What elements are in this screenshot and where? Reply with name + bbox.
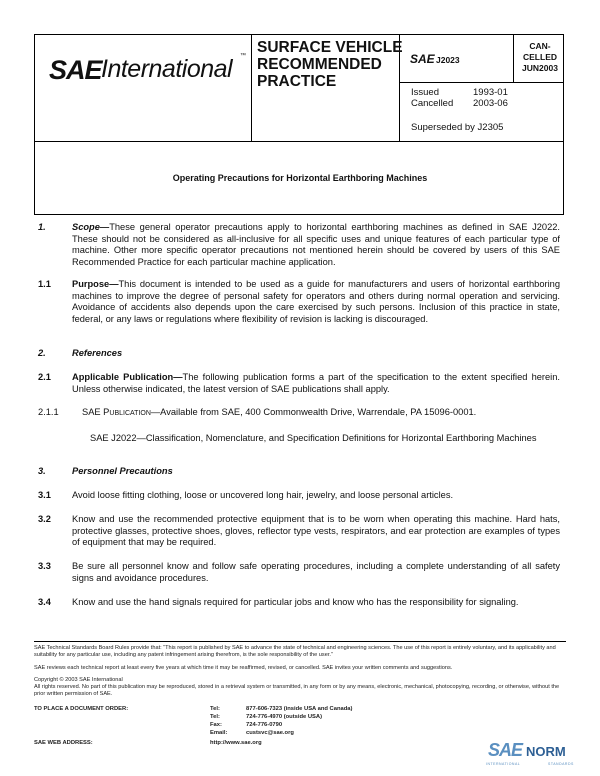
section-text: —Available from SAE, 400 Commonwealth Drive, Warrendale, PA 15096-0001. — [150, 407, 477, 417]
section-number: 1. — [38, 222, 46, 232]
document-header — [34, 34, 564, 142]
footer-review-text: SAE reviews each technical report at least every five years at which time it may be reaffirmed, revised, or cancelled. SAE invites your written comments and suggestions. — [34, 665, 453, 671]
precaution-3-1: Avoid loose fitting clothing, loose or uncovered long hair, jewelry, and loose personal articles. — [72, 490, 454, 500]
footer-copyright: Copyright © 2003 SAE International — [34, 677, 123, 683]
header-divider — [513, 35, 514, 82]
tel-label: Tel: — [210, 706, 220, 712]
sae-norm-sub-left: INTERNATIONAL — [486, 762, 521, 766]
header-divider — [251, 35, 252, 141]
section-text: The following publication forms a part of the specification to the extent specified herein. Unless otherwise indicated, the latest version of SAE publications shall apply. — [72, 372, 560, 394]
superseded-note: Superseded by J2305 — [411, 122, 504, 133]
reference-j2022 — [90, 433, 560, 445]
header-divider — [400, 82, 564, 83]
section-heading: Applicable Publication— — [72, 372, 183, 382]
section-number: 3.4 — [38, 597, 51, 607]
footer-rights-text: All rights reserved. No part of this publication may be reproduced, stored in a retrieval system or transmitted, in any form or by any means, electronic, mechanical, photocopying, recording, or otherwise, without the prior written permission of SAE. — [34, 684, 560, 697]
section-number: 1.1 — [38, 279, 51, 289]
section-heading-references: References — [72, 348, 123, 358]
section-applicable-publication — [72, 372, 560, 395]
issued-date: 1993-01 — [473, 87, 508, 98]
precaution-3-2: Know and use the recommended protective equipment that is to be worn when operating this machine. Hard hats, protective glasses, protective shoes, gloves, reflector type vests, respirators, and ear protection are examples of types of equipment that may be required. — [72, 514, 560, 548]
section-heading-personnel: Personnel Precautions — [72, 466, 173, 476]
order-label: TO PLACE A DOCUMENT ORDER: — [34, 706, 129, 712]
issued-label: Issued — [411, 87, 439, 98]
fax-value: 724-776-0790 — [246, 722, 283, 728]
section-number: 3. — [38, 466, 46, 476]
section-text: These general operator precautions apply to horizontal earthboring machines as defined in SAE J2022. These should not be considered as all-inclusive for all specific uses and unique features of each particular type of machine. Other more specific operator precautions not mentioned herein should be covered by users of this SAE Recommended Practice for each particular machine application. — [72, 222, 560, 267]
reference-text: SAE J2022—Classification, Nomenclature, and Specification Definitions for Horizontal Earthboring Machines — [90, 433, 537, 443]
section-number: 2.1.1 — [38, 407, 59, 417]
sae-norm-wordmark: NORM — [526, 744, 566, 759]
section-number: 2.1 — [38, 372, 51, 382]
tel-value: 877-606-7323 (inside USA and Canada) — [246, 706, 353, 712]
section-heading: SAE Publication — [82, 407, 151, 417]
web-link[interactable]: http://www.sae.org — [210, 740, 262, 746]
title-box — [34, 141, 564, 215]
tel2-value: 724-776-4970 (outside USA) — [246, 714, 323, 720]
sae-mini-logo: SAE — [410, 52, 435, 66]
section-sae-publication — [82, 407, 560, 419]
section-purpose — [72, 279, 560, 325]
cancelled-label: Cancelled — [411, 98, 454, 109]
precaution-3-4: Know and use the hand signals required for particular jobs and know who has the responsibility for signaling. — [72, 597, 519, 607]
sae-logo: SAE — [49, 55, 102, 85]
section-number: 2. — [38, 348, 46, 358]
sae-norm-sub-right: STANDARDS — [548, 762, 574, 766]
sae-norm-logo: SAE — [488, 740, 523, 760]
cancelled-date: 2003-06 — [473, 98, 508, 109]
footer-rules-text: SAE Technical Standards Board Rules provide that: “This report is published by SAE to advance the state of technical and engineering sciences. The use of this report is entirely voluntary, and its applicability and suitability for any particular use, including any patent infringement arising therefrom, is the sole responsibility of the user.” — [34, 645, 556, 658]
section-number: 3.1 — [38, 490, 51, 500]
precaution-3-3: Be sure all personnel know and follow safe operating procedures, including a complete understanding of all safety signs and avoidance procedures. — [72, 561, 560, 583]
trademark-mark: ™ — [240, 53, 246, 59]
section-text: This document is intended to be used as a guide for manufacturers and users of horizontal earthboring machines to improve the degree of personal safety for operators and others during normal operation and servicing. Avoidance of accidents also depends upon the care exercised by such persons. Inclusion of this practice in state, federal, or any laws or regulations where flexibility of revision is lacking is discouraged. — [72, 279, 560, 324]
fax-label: Fax: — [210, 722, 222, 728]
document-title: Operating Precautions for Horizontal Earthboring Machines — [172, 173, 428, 183]
section-number: 3.3 — [38, 561, 51, 571]
sae-logo-wordmark: International — [101, 55, 233, 83]
web-label: SAE WEB ADDRESS: — [34, 740, 93, 746]
cancelled-status: CAN- CELLED JUN2003 — [522, 41, 558, 73]
section-number: 3.2 — [38, 514, 51, 524]
email-link[interactable]: custsvc@sae.org — [246, 730, 294, 736]
document-type: SURFACE VEHICLE RECOMMENDED PRACTICE — [257, 39, 403, 90]
document-number: J2023 — [436, 55, 460, 65]
section-scope — [72, 222, 560, 268]
section-heading: Purpose— — [72, 279, 119, 289]
footer-rule — [34, 641, 566, 642]
tel2-label: Tel: — [210, 714, 220, 720]
section-heading: Scope— — [72, 222, 110, 232]
email-label: Email: — [210, 730, 228, 736]
